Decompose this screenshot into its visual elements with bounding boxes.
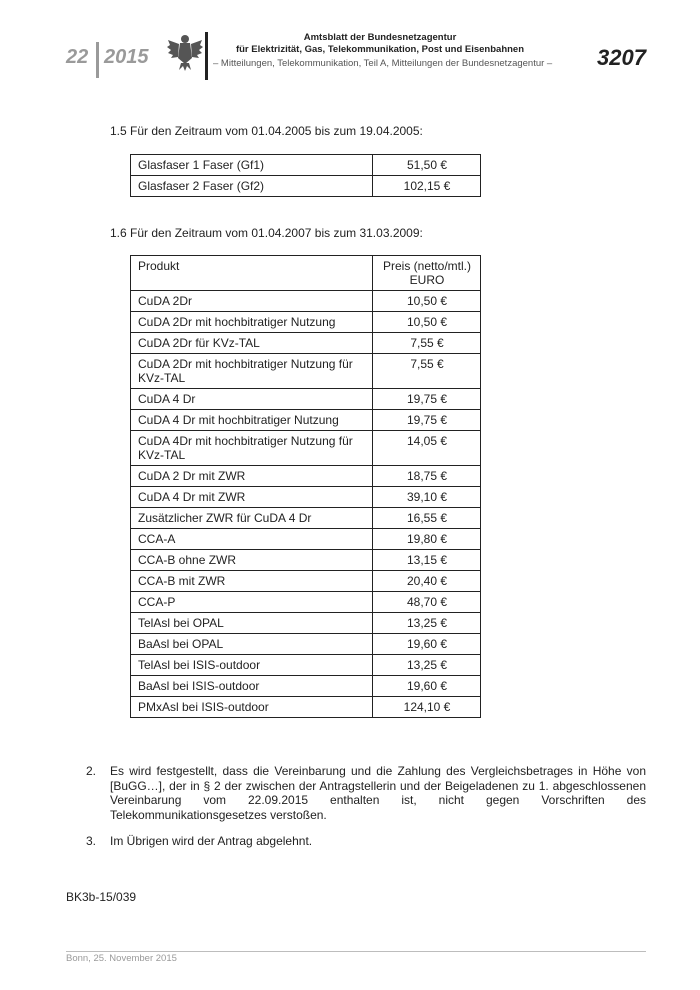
price-cell: 48,70 € [373,592,481,613]
price-cell: 19,60 € [373,676,481,697]
table-row [131,613,481,634]
product-cell: Zusätzlicher ZWR für CuDA 4 Dr [131,508,373,529]
table-row [131,431,481,466]
case-reference: BK3b-15/039 [66,890,137,904]
price-cell: 7,55 € [373,333,481,354]
table-row [131,571,481,592]
table-header-row [131,256,481,291]
table-row [131,508,481,529]
gazette-title-line-2: für Elektrizität, Gas, Telekommunikation, Post und Eisenbahnen [235,43,525,55]
price-cell: 19,75 € [373,389,481,410]
table-row [131,466,481,487]
product-cell: CuDA 2 Dr mit ZWR [131,466,373,487]
table-row [131,354,481,389]
price-cell: 20,40 € [373,571,481,592]
item-text: Im Übrigen wird der Antrag abgelehnt. [110,834,313,848]
item-number: 2. [86,764,97,778]
item-number: 3. [86,834,97,848]
product-cell: BaAsl bei ISIS-outdoor [131,676,373,697]
price-cell: 13,25 € [373,655,481,676]
column-header-product: Produkt [131,256,373,291]
product-cell: CCA-A [131,529,373,550]
price-cell: 19,80 € [373,529,481,550]
section-1-5-heading: 1.5 Für den Zeitraum vom 01.04.2005 bis zum 19.04.2005: [110,124,423,138]
issue-year: 2015 [104,46,149,68]
item-text: Es wird festgestellt, dass die Vereinbarung und die Zahlung des Vergleichsbetrages in Höhe von [BuGG…], der in § 2 der zwischen der Antragstellerin und der Beigeladenen zu 1. abgeschlossenen Vereinbarung vom 22.09.2015 enthalten ist, nicht gegen Vorschriften des Telekommunikationsgesetzes verstoßen. [110,764,646,822]
footer-divider [66,951,646,952]
table-row [131,592,481,613]
table-row [131,529,481,550]
table-row [131,410,481,431]
table-row [131,155,481,176]
section-1-6-heading: 1.6 Für den Zeitraum vom 01.04.2007 bis zum 31.03.2009: [110,226,423,240]
table-row [131,389,481,410]
masthead-bar [205,32,208,80]
product-cell: CuDA 2Dr mit hochbitratiger Nutzung für KVz-TAL [131,354,373,389]
price-cell: 13,25 € [373,613,481,634]
price-cell: 19,75 € [373,410,481,431]
gazette-title-line-1: Amtsblatt der Bundesnetzagentur [303,32,457,43]
product-cell: TelAsl bei OPAL [131,613,373,634]
price-cell: 39,10 € [373,487,481,508]
price-cell: 7,55 € [373,354,481,389]
issue-separator [96,42,99,78]
price-cell: 13,15 € [373,550,481,571]
gazette-title [220,32,540,55]
table-row [131,333,481,354]
decision-item-2 [86,764,646,822]
product-cell: CuDA 2Dr [131,291,373,312]
price-cell: 14,05 € [373,431,481,466]
product-cell: CuDA 4 Dr mit hochbitratiger Nutzung [131,410,373,431]
column-header-price: Preis (netto/mtl.) EURO [373,256,481,291]
page-number: 3207 [597,45,646,70]
table-row [131,487,481,508]
product-cell: CCA-P [131,592,373,613]
table-row [131,697,481,718]
table-row [131,291,481,312]
table-row [131,655,481,676]
price-cell: 102,15 € [373,176,481,197]
price-cell: 10,50 € [373,291,481,312]
federal-eagle-icon [166,32,204,72]
product-cell: Glasfaser 2 Faser (Gf2) [131,176,373,197]
product-cell: CuDA 4 Dr mit ZWR [131,487,373,508]
table-row [131,176,481,197]
table-row [131,550,481,571]
price-cell: 16,55 € [373,508,481,529]
price-table-1-6 [130,255,481,718]
product-cell: CCA-B ohne ZWR [131,550,373,571]
product-cell: CCA-B mit ZWR [131,571,373,592]
product-cell: Glasfaser 1 Faser (Gf1) [131,155,373,176]
product-cell: CuDA 4 Dr [131,389,373,410]
table-row [131,676,481,697]
price-cell: 19,60 € [373,634,481,655]
product-cell: BaAsl bei OPAL [131,634,373,655]
price-cell: 51,50 € [373,155,481,176]
issue-number: 22 [66,46,89,68]
product-cell: CuDA 2Dr mit hochbitratiger Nutzung [131,312,373,333]
product-cell: TelAsl bei ISIS-outdoor [131,655,373,676]
table-row [131,634,481,655]
product-cell: PMxAsl bei ISIS-outdoor [131,697,373,718]
price-cell: 124,10 € [373,697,481,718]
footer-date: Bonn, 25. November 2015 [66,953,177,964]
gazette-subtitle: – Mitteilungen, Telekommunikation, Teil A, Mitteilungen der Bundesnetzagentur – [213,58,553,69]
price-cell: 10,50 € [373,312,481,333]
price-cell: 18,75 € [373,466,481,487]
price-table-1-5 [130,154,481,197]
product-cell: CuDA 2Dr für KVz-TAL [131,333,373,354]
decision-item-3 [86,834,646,849]
table-row [131,312,481,333]
product-cell: CuDA 4Dr mit hochbitratiger Nutzung für KVz-TAL [131,431,373,466]
